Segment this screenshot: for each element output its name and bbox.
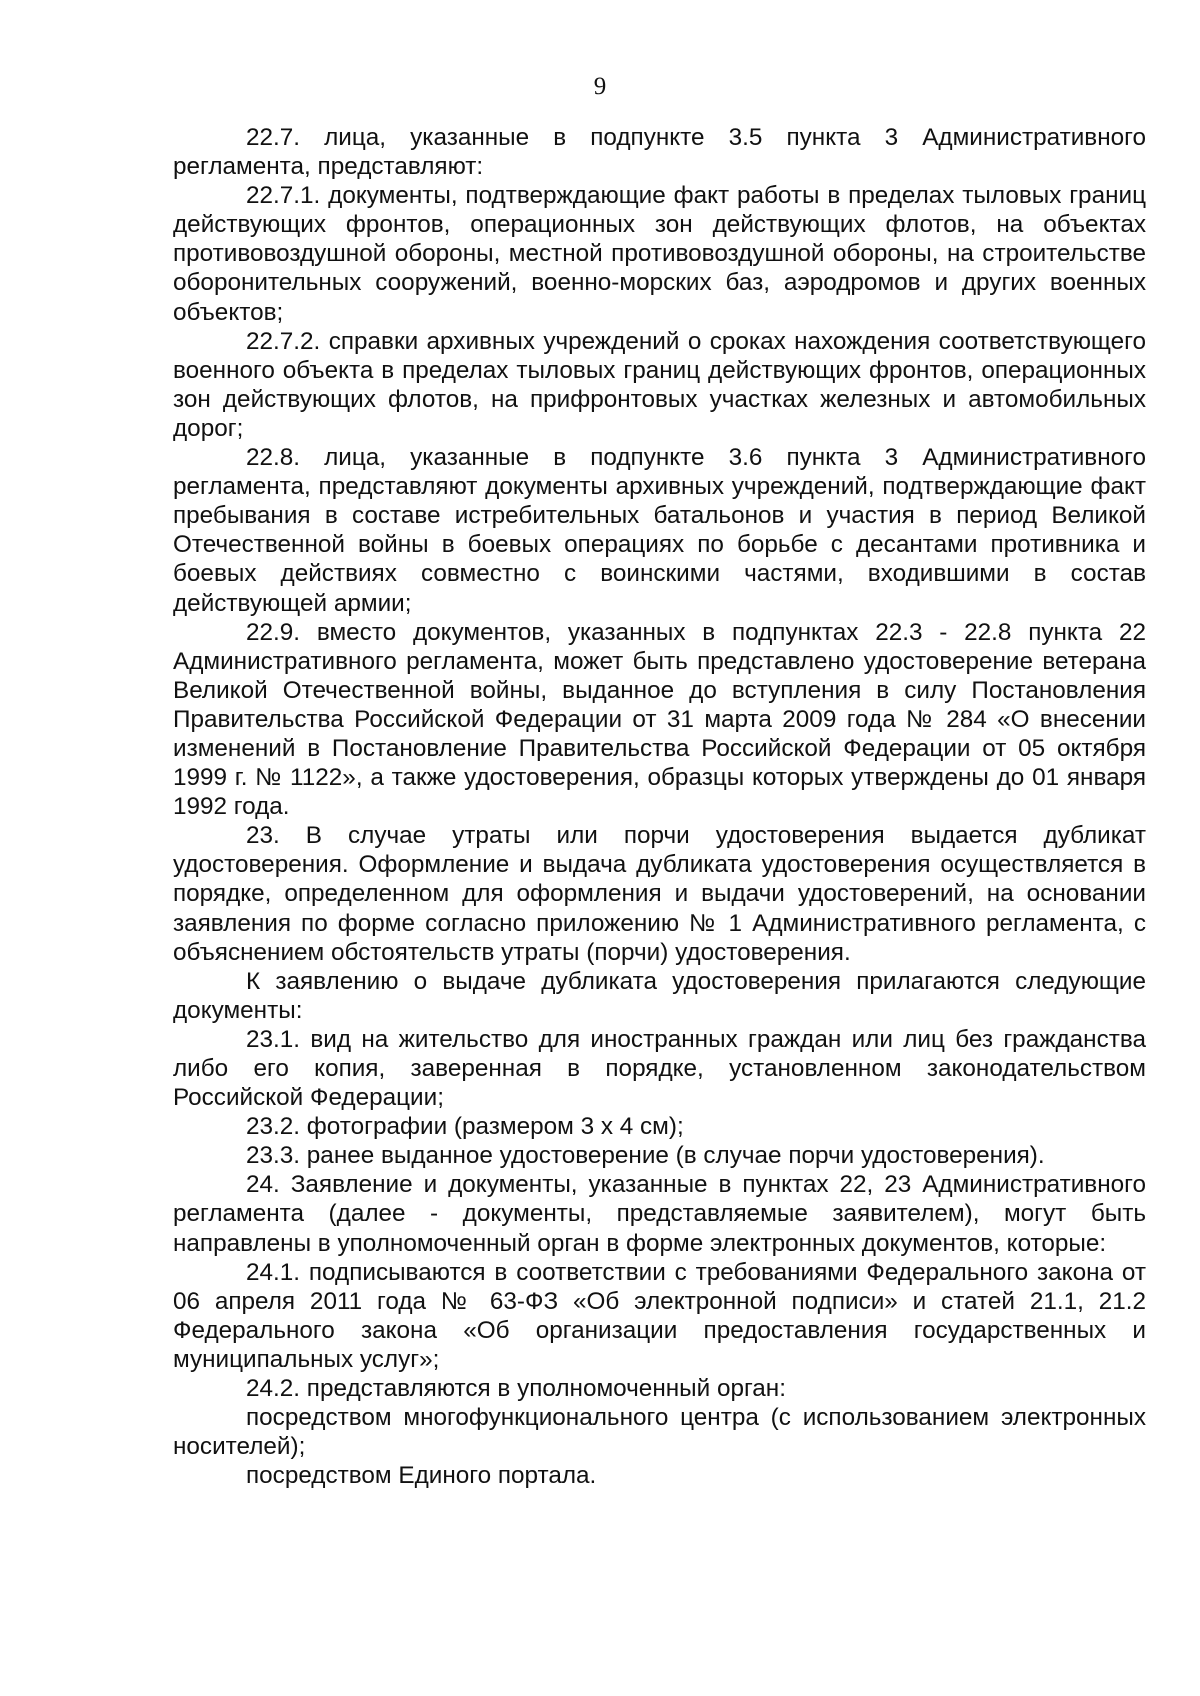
paragraph-24-2-portal: посредством Единого портала.: [246, 1462, 597, 1490]
paragraph-24-2-mfc: посредством многофункционального центра (с использованием электронных носителей);: [173, 1404, 1146, 1461]
paragraph-22-9: 22.9. вместо документов, указанных в подпунктах 22.3 - 22.8 пункта 22 Административного регламента, может быть представлено удостоверение ветерана Великой Отечественной войны, выданное до вступления в силу Постановления Правительства Российской Федерации от 31 марта 2009 года № 284 «О внесении изменений в Постановление Правительства Российской Федерации от 05 октября 1999 г. № 1122», а также удостоверения, образцы которых утверждены до 01 января 1992 года.: [173, 618, 1146, 821]
page-number: 9: [593, 73, 607, 100]
paragraph-23: 23. В случае утраты или порчи удостоверения выдается дубликат удостоверения. Оформление и выдача дубликата удостоверения осуществляется в порядке, определенном для оформления и выдачи удостоверений, на основании заявления по форме согласно приложению № 1 Административного регламента, с объяснением обстоятельств утраты (порчи) удостоверения.: [173, 822, 1146, 966]
paragraph-22-7-2: 22.7.2. справки архивных учреждений о сроках нахождения соответствующего военного объекта в пределах тыловых границ действующих фронтов, операционных зон действующих флотов, на прифронтовых участках железных и автомобильных дорог;: [173, 327, 1146, 442]
paragraph-24: 24. Заявление и документы, указанные в пунктах 22, 23 Административного регламента (далее - документы, представляемые заявителем), могут быть направлены в уполномоченный орган в форме электронных документов, которые:: [173, 1171, 1146, 1257]
paragraph-24-1: 24.1. подписываются в соответствии с требованиями Федерального закона от 06 апреля 2011 года № 63-ФЗ «Об электронной подписи» и статей 21.1, 21.2 Федерального закона «Об организации предоставления государственных и муниципальных услуг»;: [173, 1258, 1146, 1373]
paragraph-23-attachments: К заявлению о выдаче дубликата удостоверения прилагаются следующие документы:: [173, 967, 1146, 1024]
document-body: [173, 123, 1146, 1490]
paragraph-23-1: 23.1. вид на жительство для иностранных граждан или лиц без гражданства либо его копия, заверенная в порядке, установленном законодательством Российской Федерации;: [173, 1025, 1146, 1112]
paragraph-24-2: 24.2. представляются в уполномоченный орган:: [246, 1375, 786, 1403]
paragraph-22-8: 22.8. лица, указанные в подпункте 3.6 пункта 3 Административного регламента, представляют документы архивных учреждений, подтверждающие факт пребывания в составе истребительных батальонов и участия в период Великой Отечественной войны в боевых операциях по борьбе с десантами противника и боевых действиях совместно с воинскими частями, входившими в состав действующей армии;: [173, 444, 1146, 617]
paragraph-23-3: 23.3. ранее выданное удостоверение (в случае порчи удостоверения).: [246, 1142, 1045, 1170]
paragraph-22-7: 22.7. лица, указанные в подпункте 3.5 пункта 3 Административного регламента, представляют:: [173, 124, 1146, 181]
paragraph-22-7-1: 22.7.1. документы, подтверждающие факт работы в пределах тыловых границ действующих фронтов, операционных зон действующих флотов, на объектах противовоздушной обороны, местной противовоздушной обороны, на строительстве оборонительных сооружений, военно-морских баз, аэродромов и других военных объектов;: [173, 182, 1146, 326]
paragraph-23-2: 23.2. фотографии (размером 3 х 4 см);: [246, 1113, 684, 1141]
